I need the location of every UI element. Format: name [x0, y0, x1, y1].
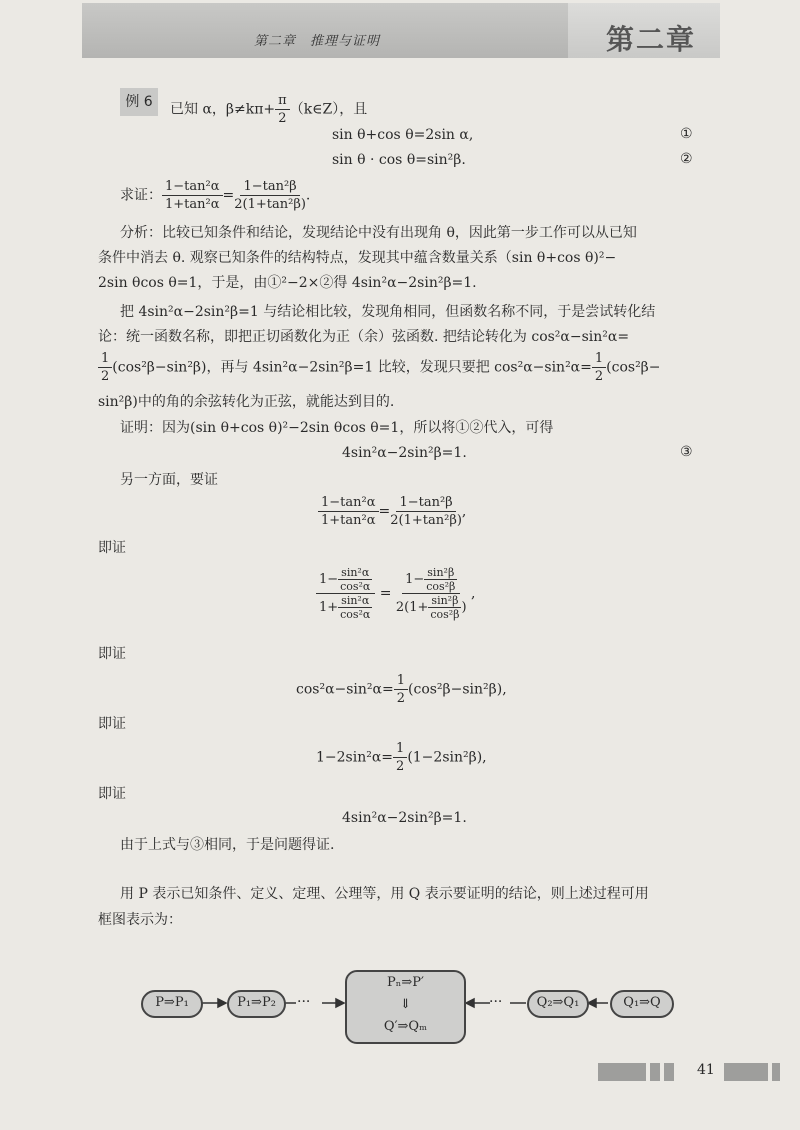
footer-bar-5: [772, 1063, 780, 1081]
analysis-line-1: 分析：比较已知条件和结论，发现结论中没有出现角 θ，因此第一步工作可以从已知: [120, 225, 637, 241]
proof-line-1: 证明：因为(sin θ+cos θ)²−2sin θcos θ=1，所以将①②代入，可得: [120, 420, 554, 436]
flow-center-arrow: ⇓: [400, 997, 411, 1012]
flow-node-p1-p2: P₁⇒P₂: [227, 990, 286, 1018]
analysis-line-6: $\frac{1}{2}$ (cos²β−sin²β)，再与 4sin²α−2sin²β=1 比较，发现只要把 cos²α−sin²α= $\frac{1}{2}$ (cos²β−: [98, 350, 661, 385]
jizheng-4: 即证: [98, 786, 126, 802]
flow-dots-right: ···: [489, 994, 503, 1010]
step3-equation: cos²α−sin²α= $\frac{1}{2}$ (cos²β−sin²β),: [296, 673, 507, 706]
step4-equation: 1−2sin²α= $\frac{1}{2}$ (1−2sin²β),: [316, 741, 487, 774]
footer-bar-4: [724, 1063, 768, 1081]
jizheng-2: 即证: [98, 646, 126, 662]
running-header: 第二章 推理与证明: [254, 34, 381, 49]
analysis-line-2: 条件中消去 θ. 观察已知条件的结构特点，发现其中蕴含数量关系（sin θ+cos θ)²−: [98, 250, 617, 266]
flow-intro-line-1: 用 P 表示已知条件、定义、定理、公理等，用 Q 表示要证明的结论，则上述过程可用: [120, 886, 649, 902]
goal-equation: $\frac{\text{1−tan²α}}{\text{1+tan²α}}$ = $\frac{\text{1−tan²β}}{\text{2(1+tan²β)}}$ ,: [318, 494, 466, 529]
flow-node-q2-q1: Q₂⇒Q₁: [527, 990, 589, 1018]
prove-statement: 求证： $\frac{\text{1−tan²α}}{\text{1+tan²α}}$ = $\frac{\text{1−tan²β}}{\text{2(1+tan²β)}}$ .: [120, 179, 311, 212]
footer-bar-3: [664, 1063, 674, 1081]
flow-node-center: [345, 970, 466, 1044]
equation-2-mark: ②: [680, 151, 693, 167]
analysis-line-3: 2sin θcos θ=1，于是，由①²−2×②得 4sin²α−2sin²β=1.: [98, 275, 477, 291]
other-side-text: 另一方面，要证: [120, 472, 218, 488]
step5-equation: 4sin²α−2sin²β=1.: [342, 810, 467, 826]
equation-3-mark: ③: [680, 444, 693, 460]
example-label: 例 6: [120, 88, 158, 116]
footer-bar-2: [650, 1063, 660, 1081]
analysis-line-5: 论：统一函数名称，即把正切函数化为正（余）弦函数. 把结论转化为 cos²α−sin²α=: [98, 329, 630, 345]
compound-fraction-equation: 1− $\frac{\text{sin²α}}{\text{cos²α}}$ 1+ $\frac{\text{sin²α}}{\text{cos²α}}$ = 1− $\frac{\text{sin²β}}{\text{cos²β}}$ 2(1+ $\frac{\text{sin²β}}{\text{cos²β}}$ ) ,: [316, 566, 475, 621]
chapter-title: 第二章: [606, 23, 697, 56]
footer-bar-1: [598, 1063, 646, 1081]
equation-1: sin θ+cos θ=2sin α,: [332, 127, 474, 143]
analysis-line-4: 把 4sin²α−2sin²β=1 与结论相比较，发现角相同，但函数名称不同，于是尝试转化结: [120, 304, 656, 320]
jizheng-3: 即证: [98, 716, 126, 732]
analysis-line-7: sin²β)中的角的余弦转化为正弦，就能达到目的.: [98, 394, 395, 410]
equation-3: 4sin²α−2sin²β=1.: [342, 445, 467, 461]
example-given: 已知 α，β≠kπ+ $\frac{\pi}{2}$ （k∈Z），且: [170, 93, 368, 126]
equation-1-mark: ①: [680, 126, 693, 142]
page-number: 41: [697, 1062, 715, 1078]
flow-center-line-3: Q′⇒Qₘ: [383, 1019, 428, 1034]
flow-intro-line-2: 框图表示为：: [98, 912, 182, 928]
flow-node-p-p1: P⇒P₁: [141, 990, 203, 1018]
proof-conclusion: 由于上式与③相同，于是问题得证.: [120, 837, 335, 853]
jizheng-1: 即证: [98, 540, 126, 556]
flow-center-line-1: Pₙ⇒P′: [387, 975, 424, 990]
flow-node-q1-q: Q₁⇒Q: [610, 990, 674, 1018]
equation-2: sin θ · cos θ=sin²β.: [332, 152, 466, 168]
flow-dots-left: ···: [297, 994, 311, 1010]
